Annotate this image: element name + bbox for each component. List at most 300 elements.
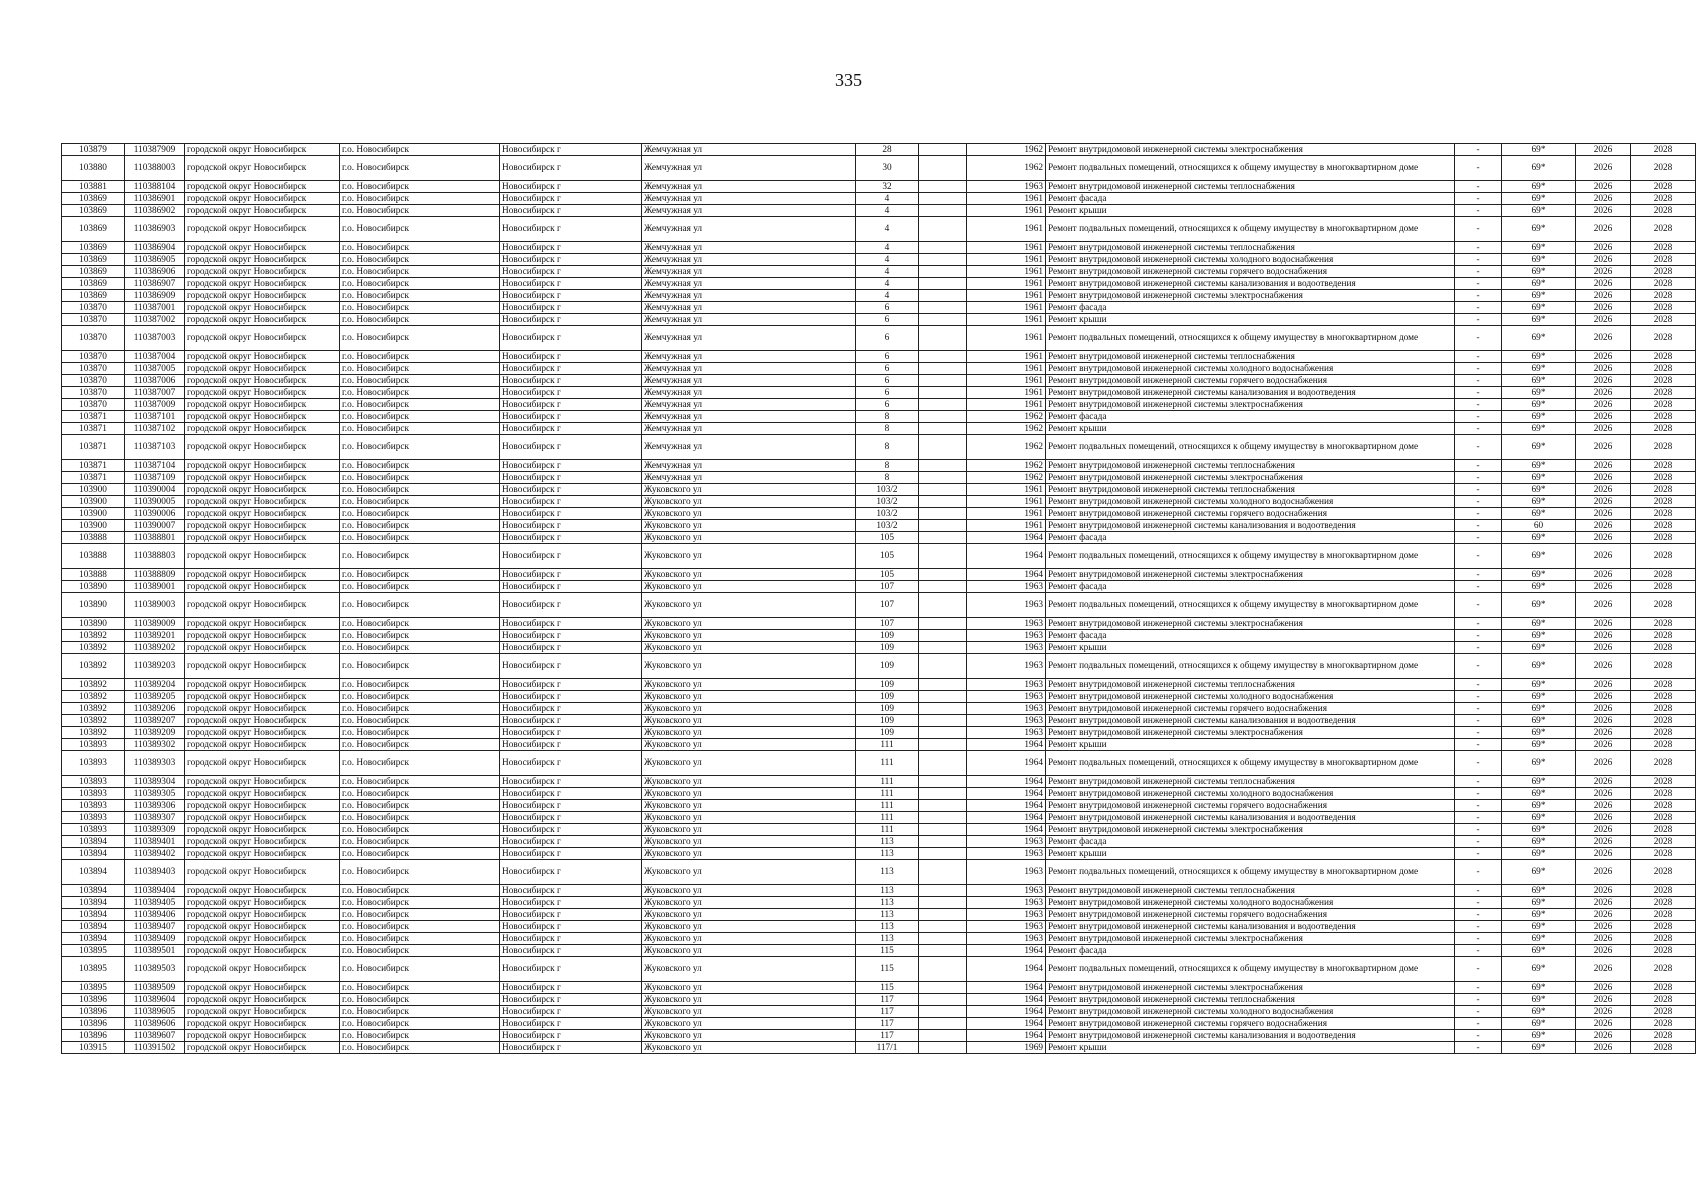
cell-city: Новосибирск г [500, 460, 642, 472]
cell-street: Жемчужная ул [642, 314, 856, 326]
cell-settlement: г.о. Новосибирск [340, 691, 500, 703]
cell-municipality: городской округ Новосибирск [185, 581, 340, 593]
cell-start-year: 2026 [1576, 423, 1631, 435]
cell-end-year: 2028 [1631, 144, 1696, 156]
cell-municipality: городской округ Новосибирск [185, 460, 340, 472]
cell-work-type: Ремонт подвальных помещений, относящихся к общему имуществу в многоквартирном доме [1046, 217, 1455, 242]
cell-end-year: 2028 [1631, 278, 1696, 290]
cell-start-year: 2026 [1576, 957, 1631, 982]
cell-cost: 69* [1502, 642, 1576, 654]
cell-city: Новосибирск г [500, 1006, 642, 1018]
cell-work-type: Ремонт фасада [1046, 302, 1455, 314]
cell-settlement: г.о. Новосибирск [340, 532, 500, 544]
cell-house-number: 6 [856, 326, 919, 351]
cell-start-year: 2026 [1576, 812, 1631, 824]
cell-street: Жуковского ул [642, 679, 856, 691]
table-row [62, 544, 1696, 569]
cell-volume: - [1455, 994, 1502, 1006]
cell-municipality: городской округ Новосибирск [185, 691, 340, 703]
cell-work-code: 110389402 [125, 848, 185, 860]
cell-house-id: 103890 [62, 593, 125, 618]
cell-house-number: 105 [856, 544, 919, 569]
cell-work-code: 110386909 [125, 290, 185, 302]
cell-cost: 69* [1502, 739, 1576, 751]
cell-settlement: г.о. Новосибирск [340, 1042, 500, 1054]
cell-street: Жуковского ул [642, 945, 856, 957]
cell-settlement: г.о. Новосибирск [340, 751, 500, 776]
cell-work-type: Ремонт внутридомовой инженерной системы теплоснабжения [1046, 460, 1455, 472]
cell-end-year: 2028 [1631, 254, 1696, 266]
cell-work-type: Ремонт фасада [1046, 836, 1455, 848]
cell-building [919, 484, 967, 496]
table-row [62, 1042, 1696, 1054]
cell-street: Жуковского ул [642, 897, 856, 909]
cell-cost: 69* [1502, 411, 1576, 423]
cell-street: Жуковского ул [642, 885, 856, 897]
cell-street: Жуковского ул [642, 544, 856, 569]
cell-build-year: 1963 [967, 933, 1046, 945]
cell-settlement: г.о. Новосибирск [340, 715, 500, 727]
cell-settlement: г.о. Новосибирск [340, 618, 500, 630]
cell-start-year: 2026 [1576, 630, 1631, 642]
cell-volume: - [1455, 351, 1502, 363]
cell-settlement: г.о. Новосибирск [340, 193, 500, 205]
cell-settlement: г.о. Новосибирск [340, 982, 500, 994]
cell-building [919, 290, 967, 302]
cell-municipality: городской округ Новосибирск [185, 836, 340, 848]
cell-volume: - [1455, 496, 1502, 508]
cell-street: Жуковского ул [642, 484, 856, 496]
cell-start-year: 2026 [1576, 642, 1631, 654]
table-row [62, 703, 1696, 715]
cell-house-id: 103893 [62, 812, 125, 824]
cell-settlement: г.о. Новосибирск [340, 654, 500, 679]
cell-house-number: 111 [856, 739, 919, 751]
cell-work-code: 110388809 [125, 569, 185, 581]
cell-start-year: 2026 [1576, 302, 1631, 314]
cell-start-year: 2026 [1576, 1042, 1631, 1054]
cell-build-year: 1961 [967, 363, 1046, 375]
cell-volume: - [1455, 921, 1502, 933]
cell-cost: 69* [1502, 691, 1576, 703]
cell-city: Новосибирск г [500, 520, 642, 532]
cell-cost: 69* [1502, 472, 1576, 484]
cell-volume: - [1455, 982, 1502, 994]
table-row [62, 205, 1696, 217]
cell-volume: - [1455, 703, 1502, 715]
cell-work-code: 110389204 [125, 679, 185, 691]
cell-house-number: 113 [856, 885, 919, 897]
cell-work-type: Ремонт внутридомовой инженерной системы электроснабжения [1046, 290, 1455, 302]
cell-municipality: городской округ Новосибирск [185, 569, 340, 581]
cell-start-year: 2026 [1576, 363, 1631, 375]
cell-build-year: 1964 [967, 544, 1046, 569]
cell-municipality: городской округ Новосибирск [185, 679, 340, 691]
cell-volume: - [1455, 217, 1502, 242]
cell-building [919, 1006, 967, 1018]
cell-build-year: 1963 [967, 679, 1046, 691]
cell-building [919, 654, 967, 679]
cell-municipality: городской округ Новосибирск [185, 363, 340, 375]
cell-municipality: городской округ Новосибирск [185, 957, 340, 982]
cell-end-year: 2028 [1631, 848, 1696, 860]
cell-volume: - [1455, 472, 1502, 484]
cell-end-year: 2028 [1631, 460, 1696, 472]
cell-municipality: городской округ Новосибирск [185, 181, 340, 193]
cell-building [919, 254, 967, 266]
cell-start-year: 2026 [1576, 618, 1631, 630]
cell-cost: 69* [1502, 933, 1576, 945]
cell-work-type: Ремонт подвальных помещений, относящихся к общему имуществу в многоквартирном доме [1046, 654, 1455, 679]
cell-house-number: 115 [856, 945, 919, 957]
cell-house-number: 6 [856, 314, 919, 326]
table-row [62, 679, 1696, 691]
cell-end-year: 2028 [1631, 411, 1696, 423]
cell-municipality: городской округ Новосибирск [185, 654, 340, 679]
cell-work-code: 110389003 [125, 593, 185, 618]
cell-start-year: 2026 [1576, 508, 1631, 520]
cell-settlement: г.о. Новосибирск [340, 836, 500, 848]
cell-end-year: 2028 [1631, 423, 1696, 435]
cell-building [919, 691, 967, 703]
cell-volume: - [1455, 933, 1502, 945]
cell-house-id: 103870 [62, 399, 125, 411]
cell-build-year: 1963 [967, 691, 1046, 703]
cell-city: Новосибирск г [500, 314, 642, 326]
cell-work-type: Ремонт подвальных помещений, относящихся к общему имуществу в многоквартирном доме [1046, 957, 1455, 982]
cell-house-id: 103892 [62, 654, 125, 679]
cell-house-id: 103869 [62, 278, 125, 290]
cell-house-id: 103892 [62, 642, 125, 654]
cell-street: Жуковского ул [642, 618, 856, 630]
cell-street: Жуковского ул [642, 788, 856, 800]
cell-street: Жуковского ул [642, 508, 856, 520]
cell-house-number: 8 [856, 460, 919, 472]
cell-building [919, 776, 967, 788]
cell-volume: - [1455, 848, 1502, 860]
cell-municipality: городской округ Новосибирск [185, 266, 340, 278]
cell-end-year: 2028 [1631, 399, 1696, 411]
cell-house-number: 117 [856, 1030, 919, 1042]
cell-start-year: 2026 [1576, 144, 1631, 156]
cell-work-code: 110389405 [125, 897, 185, 909]
cell-street: Жемчужная ул [642, 460, 856, 472]
cell-work-code: 110389307 [125, 812, 185, 824]
cell-volume: - [1455, 788, 1502, 800]
cell-house-number: 103/2 [856, 496, 919, 508]
cell-settlement: г.о. Новосибирск [340, 957, 500, 982]
cell-house-id: 103893 [62, 800, 125, 812]
cell-build-year: 1961 [967, 217, 1046, 242]
table-row [62, 254, 1696, 266]
cell-street: Жуковского ул [642, 1006, 856, 1018]
cell-build-year: 1962 [967, 460, 1046, 472]
cell-house-id: 103888 [62, 544, 125, 569]
cell-municipality: городской округ Новосибирск [185, 909, 340, 921]
cell-work-type: Ремонт внутридомовой инженерной системы горячего водоснабжения [1046, 266, 1455, 278]
cell-end-year: 2028 [1631, 715, 1696, 727]
cell-city: Новосибирск г [500, 363, 642, 375]
cell-municipality: городской округ Новосибирск [185, 727, 340, 739]
cell-building [919, 1018, 967, 1030]
cell-start-year: 2026 [1576, 569, 1631, 581]
cell-city: Новосибирск г [500, 618, 642, 630]
cell-settlement: г.о. Новосибирск [340, 812, 500, 824]
cell-build-year: 1964 [967, 739, 1046, 751]
cell-municipality: городской округ Новосибирск [185, 1006, 340, 1018]
cell-building [919, 679, 967, 691]
cell-cost: 69* [1502, 994, 1576, 1006]
cell-street: Жемчужная ул [642, 205, 856, 217]
cell-volume: - [1455, 885, 1502, 897]
cell-municipality: городской округ Новосибирск [185, 812, 340, 824]
cell-city: Новосибирск г [500, 217, 642, 242]
cell-work-code: 110389403 [125, 860, 185, 885]
cell-street: Жуковского ул [642, 739, 856, 751]
cell-volume: - [1455, 715, 1502, 727]
cell-work-code: 110387102 [125, 423, 185, 435]
cell-house-id: 103893 [62, 776, 125, 788]
cell-house-id: 103893 [62, 751, 125, 776]
cell-settlement: г.о. Новосибирск [340, 314, 500, 326]
cell-street: Жемчужная ул [642, 363, 856, 375]
cell-street: Жемчужная ул [642, 217, 856, 242]
cell-work-code: 110389509 [125, 982, 185, 994]
cell-city: Новосибирск г [500, 351, 642, 363]
cell-street: Жуковского ул [642, 982, 856, 994]
cell-building [919, 266, 967, 278]
cell-street: Жуковского ул [642, 933, 856, 945]
cell-work-type: Ремонт внутридомовой инженерной системы холодного водоснабжения [1046, 897, 1455, 909]
cell-volume: - [1455, 205, 1502, 217]
cell-settlement: г.о. Новосибирск [340, 776, 500, 788]
cell-city: Новосибирск г [500, 776, 642, 788]
cell-house-number: 4 [856, 217, 919, 242]
cell-house-number: 109 [856, 630, 919, 642]
cell-city: Новосибирск г [500, 532, 642, 544]
cell-work-type: Ремонт крыши [1046, 848, 1455, 860]
cell-work-type: Ремонт фасада [1046, 581, 1455, 593]
cell-build-year: 1961 [967, 508, 1046, 520]
cell-work-code: 110387909 [125, 144, 185, 156]
cell-municipality: городской округ Новосибирск [185, 193, 340, 205]
cell-build-year: 1961 [967, 520, 1046, 532]
cell-municipality: городской округ Новосибирск [185, 484, 340, 496]
cell-build-year: 1962 [967, 423, 1046, 435]
cell-house-id: 103892 [62, 630, 125, 642]
cell-city: Новосибирск г [500, 435, 642, 460]
cell-house-number: 4 [856, 290, 919, 302]
cell-work-code: 110387003 [125, 326, 185, 351]
cell-work-code: 110389404 [125, 885, 185, 897]
table-row [62, 618, 1696, 630]
cell-volume: - [1455, 363, 1502, 375]
cell-end-year: 2028 [1631, 351, 1696, 363]
cell-work-code: 110390007 [125, 520, 185, 532]
cell-house-number: 32 [856, 181, 919, 193]
table-row [62, 945, 1696, 957]
cell-volume: - [1455, 460, 1502, 472]
cell-end-year: 2028 [1631, 581, 1696, 593]
cell-building [919, 593, 967, 618]
cell-house-id: 103871 [62, 472, 125, 484]
cell-house-number: 107 [856, 618, 919, 630]
cell-build-year: 1961 [967, 193, 1046, 205]
cell-start-year: 2026 [1576, 788, 1631, 800]
cell-building [919, 788, 967, 800]
cell-house-id: 103871 [62, 460, 125, 472]
cell-city: Новосибирск г [500, 399, 642, 411]
cell-house-number: 113 [856, 909, 919, 921]
cell-volume: - [1455, 618, 1502, 630]
cell-building [919, 569, 967, 581]
cell-house-id: 103871 [62, 411, 125, 423]
cell-volume: - [1455, 1030, 1502, 1042]
table-row [62, 921, 1696, 933]
cell-work-type: Ремонт фасада [1046, 630, 1455, 642]
cell-work-type: Ремонт крыши [1046, 205, 1455, 217]
cell-build-year: 1964 [967, 812, 1046, 824]
cell-city: Новосибирск г [500, 703, 642, 715]
cell-work-type: Ремонт внутридомовой инженерной системы канализования и водоотведения [1046, 1030, 1455, 1042]
cell-municipality: городской округ Новосибирск [185, 387, 340, 399]
cell-settlement: г.о. Новосибирск [340, 520, 500, 532]
cell-city: Новосибирск г [500, 982, 642, 994]
cell-house-id: 103870 [62, 326, 125, 351]
cell-cost: 69* [1502, 351, 1576, 363]
cell-city: Новосибирск г [500, 1018, 642, 1030]
cell-volume: - [1455, 945, 1502, 957]
cell-street: Жуковского ул [642, 994, 856, 1006]
cell-build-year: 1962 [967, 144, 1046, 156]
cell-work-code: 110389605 [125, 1006, 185, 1018]
table-row [62, 1018, 1696, 1030]
cell-start-year: 2026 [1576, 897, 1631, 909]
cell-house-number: 4 [856, 254, 919, 266]
cell-city: Новосибирск г [500, 909, 642, 921]
cell-house-number: 4 [856, 193, 919, 205]
cell-settlement: г.о. Новосибирск [340, 848, 500, 860]
cell-work-type: Ремонт крыши [1046, 1042, 1455, 1054]
table-row [62, 496, 1696, 508]
cell-work-type: Ремонт внутридомовой инженерной системы электроснабжения [1046, 824, 1455, 836]
cell-build-year: 1963 [967, 715, 1046, 727]
cell-city: Новосибирск г [500, 994, 642, 1006]
cell-house-id: 103888 [62, 532, 125, 544]
cell-volume: - [1455, 423, 1502, 435]
cell-house-id: 103869 [62, 242, 125, 254]
cell-work-type: Ремонт внутридомовой инженерной системы канализования и водоотведения [1046, 387, 1455, 399]
cell-cost: 69* [1502, 630, 1576, 642]
cell-house-id: 103888 [62, 569, 125, 581]
cell-building [919, 423, 967, 435]
cell-house-id: 103870 [62, 375, 125, 387]
table-row [62, 423, 1696, 435]
cell-house-number: 113 [856, 897, 919, 909]
cell-municipality: городской округ Новосибирск [185, 544, 340, 569]
cell-build-year: 1963 [967, 581, 1046, 593]
cell-city: Новосибирск г [500, 484, 642, 496]
cell-work-type: Ремонт подвальных помещений, относящихся к общему имуществу в многоквартирном доме [1046, 156, 1455, 181]
cell-building [919, 520, 967, 532]
cell-start-year: 2026 [1576, 945, 1631, 957]
cell-cost: 69* [1502, 703, 1576, 715]
cell-city: Новосибирск г [500, 897, 642, 909]
cell-volume: - [1455, 1018, 1502, 1030]
cell-municipality: городской округ Новосибирск [185, 800, 340, 812]
cell-house-id: 103890 [62, 581, 125, 593]
table-row [62, 387, 1696, 399]
cell-volume: - [1455, 581, 1502, 593]
cell-city: Новосибирск г [500, 156, 642, 181]
cell-volume: - [1455, 156, 1502, 181]
cell-build-year: 1964 [967, 1018, 1046, 1030]
cell-end-year: 2028 [1631, 836, 1696, 848]
cell-house-id: 103894 [62, 933, 125, 945]
cell-build-year: 1961 [967, 290, 1046, 302]
cell-volume: - [1455, 314, 1502, 326]
table-row [62, 982, 1696, 994]
cell-end-year: 2028 [1631, 800, 1696, 812]
cell-end-year: 2028 [1631, 242, 1696, 254]
cell-volume: - [1455, 532, 1502, 544]
cell-build-year: 1969 [967, 1042, 1046, 1054]
cell-municipality: городской округ Новосибирск [185, 156, 340, 181]
cell-start-year: 2026 [1576, 411, 1631, 423]
cell-house-number: 111 [856, 824, 919, 836]
cell-building [919, 836, 967, 848]
cell-cost: 69* [1502, 363, 1576, 375]
cell-building [919, 848, 967, 860]
cell-work-code: 110388801 [125, 532, 185, 544]
cell-cost: 69* [1502, 278, 1576, 290]
cell-building [919, 800, 967, 812]
cell-cost: 69* [1502, 460, 1576, 472]
cell-volume: - [1455, 254, 1502, 266]
cell-start-year: 2026 [1576, 715, 1631, 727]
cell-work-code: 110387005 [125, 363, 185, 375]
cell-cost: 69* [1502, 776, 1576, 788]
cell-work-type: Ремонт внутридомовой инженерной системы теплоснабжения [1046, 679, 1455, 691]
cell-cost: 69* [1502, 618, 1576, 630]
cell-house-number: 117 [856, 1018, 919, 1030]
table-row [62, 1006, 1696, 1018]
cell-settlement: г.о. Новосибирск [340, 156, 500, 181]
cell-municipality: городской округ Новосибирск [185, 642, 340, 654]
cell-build-year: 1962 [967, 156, 1046, 181]
cell-city: Новосибирск г [500, 278, 642, 290]
cell-end-year: 2028 [1631, 812, 1696, 824]
table-row [62, 520, 1696, 532]
cell-end-year: 2028 [1631, 593, 1696, 618]
table-row [62, 290, 1696, 302]
cell-start-year: 2026 [1576, 824, 1631, 836]
cell-municipality: городской округ Новосибирск [185, 630, 340, 642]
cell-city: Новосибирск г [500, 254, 642, 266]
cell-start-year: 2026 [1576, 933, 1631, 945]
cell-work-type: Ремонт внутридомовой инженерной системы горячего водоснабжения [1046, 1018, 1455, 1030]
cell-house-number: 117 [856, 1006, 919, 1018]
cell-build-year: 1963 [967, 860, 1046, 885]
cell-house-number: 109 [856, 654, 919, 679]
cell-house-id: 103890 [62, 618, 125, 630]
cell-house-number: 113 [856, 836, 919, 848]
cell-work-code: 110387001 [125, 302, 185, 314]
cell-volume: - [1455, 642, 1502, 654]
cell-municipality: городской округ Новосибирск [185, 326, 340, 351]
cell-cost: 69* [1502, 399, 1576, 411]
cell-house-number: 109 [856, 679, 919, 691]
